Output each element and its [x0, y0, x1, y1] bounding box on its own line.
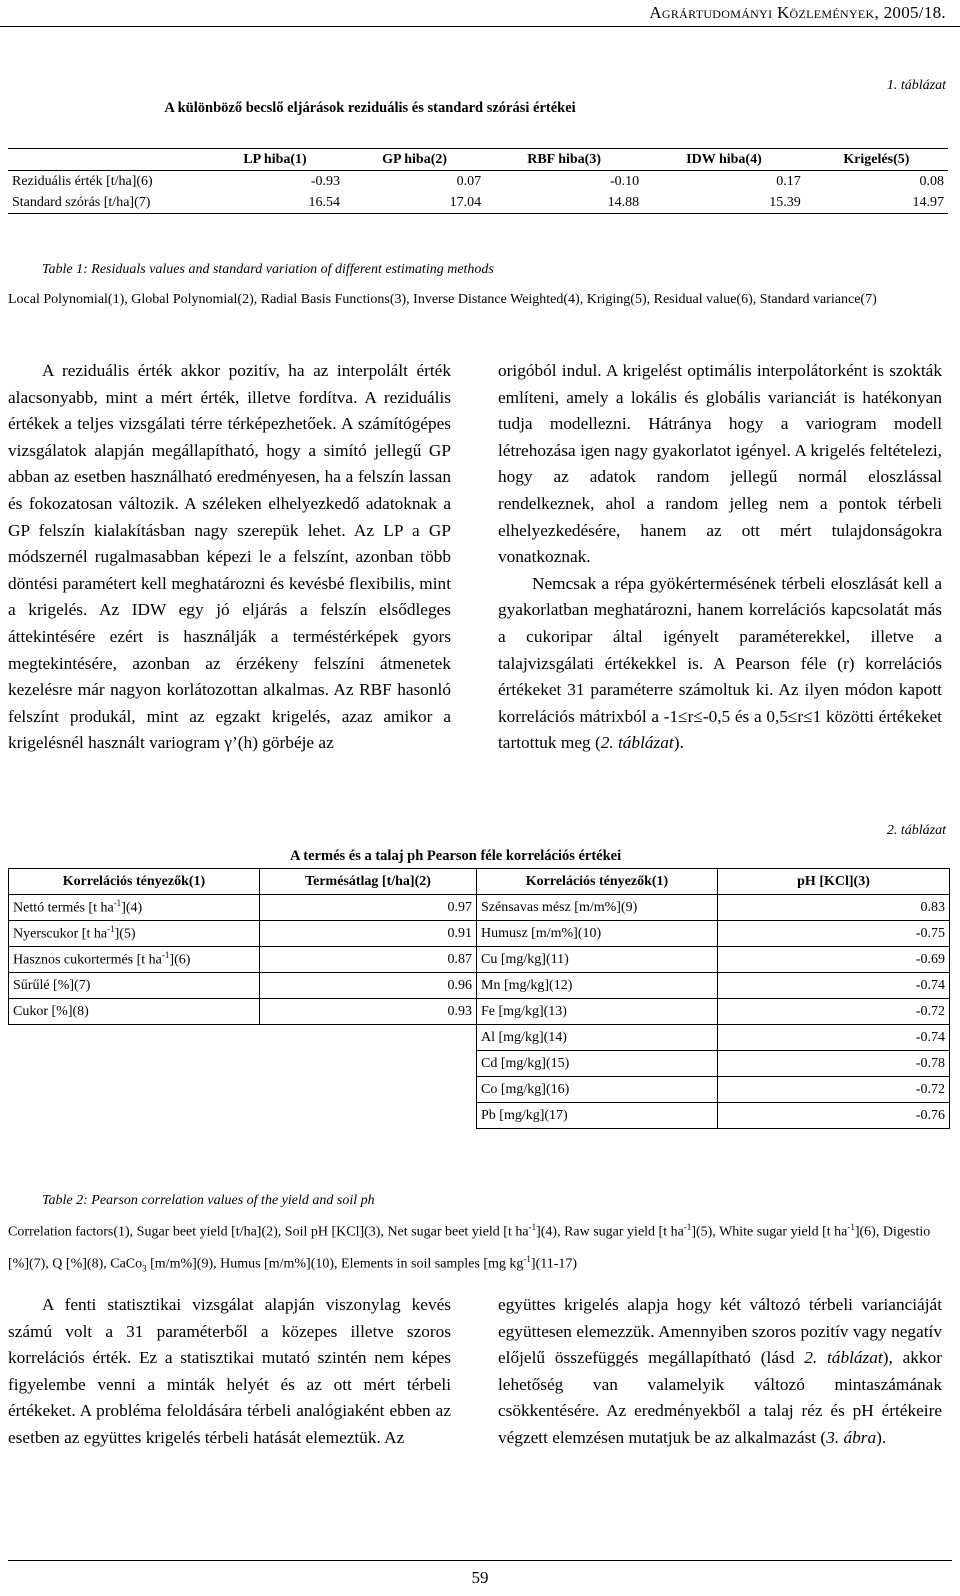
table2-left-label: Sűrűlé [%](7)	[9, 973, 260, 999]
table1-caption-en: Table 1: Residuals values and standard variation of different estimating methods	[42, 262, 494, 277]
table-row	[9, 1025, 950, 1051]
table2-blank-cell	[9, 1025, 260, 1051]
table2-right-value: -0.72	[718, 999, 950, 1025]
table-row	[9, 973, 950, 999]
table1-header-cell: RBF hiba(3)	[485, 149, 643, 171]
table2-left-value: 0.97	[260, 895, 477, 921]
table2-header-cell: Termésátlag [t/ha](2)	[260, 869, 477, 895]
table2-right-value: 0.83	[718, 895, 950, 921]
table2-label: 2. táblázat	[886, 823, 946, 838]
table-row	[9, 999, 950, 1025]
body1-left-column	[8, 358, 451, 757]
table1-cell: 14.88	[485, 192, 643, 214]
body2-right-text-end: ).	[876, 1427, 887, 1447]
table-reference: 2. táblázat	[804, 1348, 883, 1368]
table2-left-value: 0.91	[260, 921, 477, 947]
table2-right-label: Pb [mg/kg](17)	[477, 1103, 718, 1129]
table1-header-cell: Krigelés(5)	[805, 149, 948, 171]
table2-left-label: Cukor [%](8)	[9, 999, 260, 1025]
table2-right-value: -0.74	[718, 1025, 950, 1051]
table2-right-value: -0.74	[718, 973, 950, 999]
table2-right-label: Co [mg/kg](16)	[477, 1077, 718, 1103]
table2-right-value: -0.75	[718, 921, 950, 947]
body2-right-paragraph	[498, 1292, 942, 1452]
table1-cell: 15.39	[643, 192, 805, 214]
table-row	[9, 895, 950, 921]
table1	[8, 148, 948, 214]
journal-title: Agrártudományi Közlemények, 2005/18.	[649, 3, 946, 22]
table1-label: 1. táblázat	[886, 78, 946, 93]
table2-right-value: -0.72	[718, 1077, 950, 1103]
table-row	[9, 1103, 950, 1129]
table2-blank-cell	[260, 1025, 477, 1051]
table1-cell: -0.93	[310, 173, 341, 189]
table1-legend-en: Local Polynomial(1), Global Polynomial(2), Radial Basis Functions(3), Inverse Distance Weighted(4), Kriging(5), Residual value(6), Standard variance(7)	[8, 292, 877, 307]
table1-header-cell: LP hiba(1)	[206, 149, 344, 171]
table2-right-value: -0.69	[718, 947, 950, 973]
table2-header-cell: Korrelációs tényezők(1)	[477, 869, 718, 895]
table2-left-value: 0.93	[260, 999, 477, 1025]
table1-cell: 16.54	[206, 192, 344, 214]
table-row	[9, 1051, 950, 1077]
table1-cell: 0.08	[919, 173, 944, 189]
table1-cell: 14.97	[805, 192, 948, 214]
body2-right-text: együttes krigelés alapja hogy két változó térbeli varianciáját együttesen elemezzük. Amennyiben szoros pozitív vagy negatív előjelű összefüggés megállapítható (lásd	[498, 1295, 942, 1368]
body1-right-text-end: ).	[673, 733, 684, 753]
body1-right-paragraph-1: origóból indul. A krigelést optimális interpolátorként is szokták említeni, amely a lokális és globális varianciát is hatékonyan tudja modellezni. Hátránya hogy a variogram modell létrehozása igen nagy gyakorlatot igényel. A krigelés feltételezi, hogy az adatok random jellegű normál eloszlással rendelkeznek, ahol a random jelleg nem a pontok térbeli elhelyezkedésére, hanem az ott mért tulajdonságokra vonatkoznak.	[498, 361, 942, 567]
table2-right-label: Al [mg/kg](14)	[477, 1025, 718, 1051]
table1-header-cell: IDW hiba(4)	[643, 149, 805, 171]
table2-right-label: Mn [mg/kg](12)	[477, 973, 718, 999]
table2-header-cell: pH [KCl](3)	[718, 869, 950, 895]
table2-right-label: Szénsavas mész [m/m%](9)	[477, 895, 718, 921]
table1-row-label: Reziduális érték [t/ha](6)	[12, 173, 153, 189]
table-row	[9, 1077, 950, 1103]
table-row	[8, 171, 948, 193]
table1-title: A különböző becslő eljárások reziduális és standard szórási értékei	[164, 100, 576, 116]
table1-cell: -0.10	[609, 173, 640, 189]
table2-right-label: Cu [mg/kg](11)	[477, 947, 718, 973]
table1-cell: 0.17	[776, 173, 801, 189]
table1-header-cell	[8, 149, 206, 171]
table2-legend-en: Correlation factors(1), Sugar beet yield [t/ha](2), Soil pH [KCl](3), Net sugar beet yield [t $ha^{-1}](4)$, Raw sugar yield [t $ha^{-1}](5)$, White sugar yield [t $ha^{-1}](6)$, Digestio [%](7), Q [%](8), CaCo$_3$ [m/m%](9), Humus [m/m%](10), Elements in soil samples [mg $kg^{-1}](11-17)$	[8, 1222, 931, 1274]
table1-cell: 0.07	[456, 173, 482, 189]
body1-right-column	[498, 358, 942, 757]
body1-left-paragraph: A reziduális érték akkor pozitív, ha az interpolált érték alacsonyabb, mint a mért érték, illetve fordítva. A reziduális értékek a teljes vizsgálati térre térképezhetőek. A számítógépes vizsgálatok alapján megállapítható, hogy a simító jellegű GP abban az esetben használható eredményesen, ha a felszín lassan és fokozatosan változik. A széleken elhelyezkedő adatoknak a GP felszín kialakításban nagy szerepük lehet. Az LP a GP módszernél rugalmasabban képezi le a felszínt, azonban több döntési paramétert kell meghatározni és kevésbé flexibilis, mint a krigelés. Az IDW egy jó eljárás a felszín elsődleges áttekintésére ezért is használják a terméstérképek gyors megtekintésére, azonban az érzékeny felszíni átmenetek kezelésre már nagyon korlátozottan alkalmas. Az RBF hasonló felszínt produkál, mint az egzakt krigelés, azaz amikor a krigelésnél használt variogram γ’(h) görbéje az	[8, 361, 451, 753]
table2-header-cell: Korrelációs tényezők(1)	[9, 869, 260, 895]
body2-left-paragraph: A fenti statisztikai vizsgálat alapján viszonylag kevés számú volt a 31 paraméterből a közepes illetve szoros korrelációs érték. Ez a statisztikai mutató szintén nem képes figyelembe venni a minták helyét és az ott mért térbeli értékeket. A probléma feloldására térbeli analógiaként ebben az esetben az együttes krigelés térbeli hatását elemeztük. Az	[8, 1295, 451, 1447]
table2-right-label: Cd [mg/kg](15)	[477, 1051, 718, 1077]
table2-left-label: Nettó termés [t $ha^{-1}](4)$	[9, 895, 260, 921]
table2-blank-cell	[9, 1077, 260, 1103]
body1-right-text: Nemcsak a répa gyökértermésének térbeli eloszlását kell a gyakorlatban meghatározni, hanem korrelációs kapcsolatát más a cukoripar által igényelt paraméterekkel, illetve a talajvizsgálati értékekkel is. A Pearson féle (r) korrelációs értékeket 31 paraméterre számoltuk ki. Az ilyen módon kapott korrelációs mátrixból a -1≤r≤-0,5 és a 0,5≤r≤1 közötti értékeket tartottuk meg (	[498, 573, 942, 753]
table2-right-value: -0.78	[718, 1051, 950, 1077]
table2-blank-cell	[260, 1051, 477, 1077]
footer-rule	[8, 1560, 952, 1561]
table2-caption-en: Table 2: Pearson correlation values of the yield and soil ph	[42, 1193, 375, 1208]
table-reference: 2. táblázat	[600, 733, 674, 753]
page-number: 59	[471, 1568, 489, 1587]
table-row	[8, 192, 948, 214]
table2-title: A termés és a talaj ph Pearson féle korrelációs értékei	[290, 848, 622, 864]
table2	[8, 868, 950, 1129]
table2-blank-cell	[9, 1103, 260, 1129]
table1-row-label: Standard szórás [t/ha](7)	[8, 192, 206, 214]
table-row	[9, 921, 950, 947]
table2-right-label: Humusz [m/m%](10)	[477, 921, 718, 947]
table-row	[9, 947, 950, 973]
table2-left-label: Hasznos cukortermés [t $ha^{-1}](6)$	[9, 947, 260, 973]
table2-blank-cell	[260, 1103, 477, 1129]
table2-blank-cell	[260, 1077, 477, 1103]
table2-left-value: 0.87	[260, 947, 477, 973]
body1-right-paragraph-2	[498, 571, 942, 757]
table1-header-cell: GP hiba(2)	[344, 149, 485, 171]
table2-blank-cell	[9, 1051, 260, 1077]
body2-right-column	[498, 1292, 942, 1452]
table2-right-label: Fe [mg/kg](13)	[477, 999, 718, 1025]
table1-cell: 17.04	[344, 192, 485, 214]
table2-left-value: 0.96	[260, 973, 477, 999]
table2-left-label: Nyerscukor [t $ha^{-1}](5)$	[9, 921, 260, 947]
body2-right-text: ), akkor lehetőség van valamelyik változó mintaszámának csökkentésére. Az eredményekből a talaj réz és pH értékeire végzett elemzésen mutatjuk be az alkalmazást (	[498, 1348, 942, 1447]
figure-reference: 3. ábra	[826, 1427, 877, 1447]
body2-left-column	[8, 1292, 451, 1452]
table2-right-value: -0.76	[718, 1103, 950, 1129]
